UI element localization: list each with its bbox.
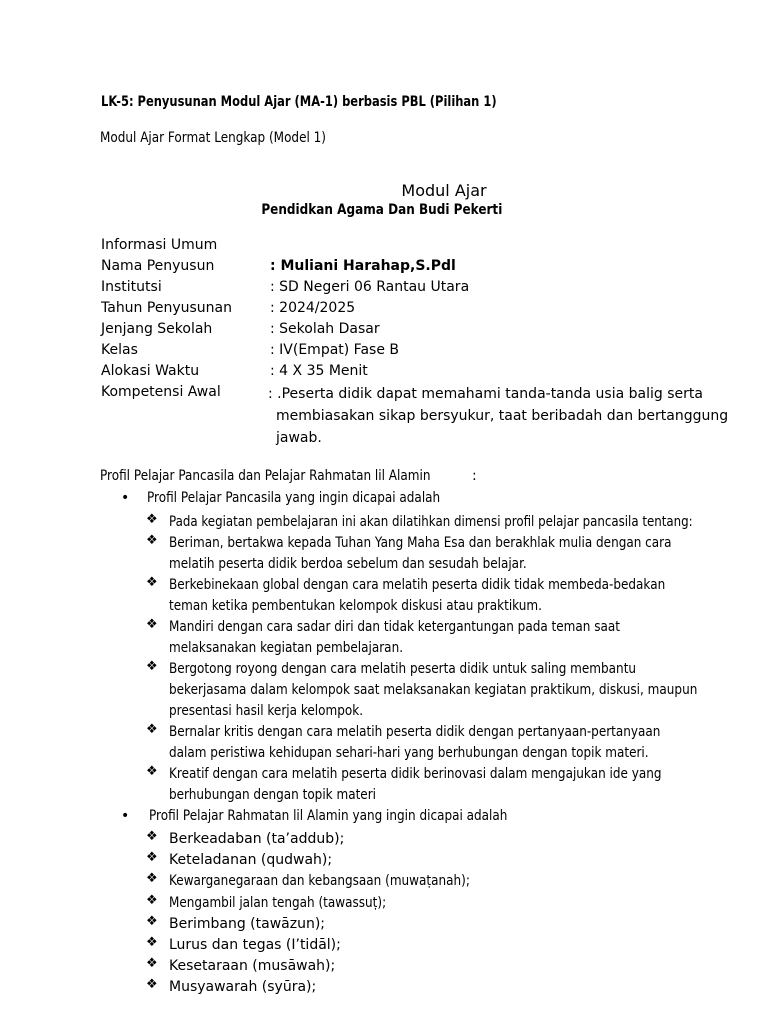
kompetensi-line: : .Peserta didik dapat memahami tanda-tanda usia balig serta: [268, 386, 703, 402]
bullet-icon: •: [121, 808, 130, 824]
diamond-bullet-icon: ❖: [146, 764, 158, 779]
diamond-bullet-icon: ❖: [146, 575, 158, 590]
list-item-line: presentasi hasil kerja kelompok.: [169, 703, 364, 719]
info-value: : Muliani Harahap,S.Pdl: [270, 258, 456, 274]
kompetensi-line: jawab.: [276, 430, 322, 446]
list-item-line: Beriman, bertakwa kepada Tuhan Yang Maha Esa dan berakhlak mulia dengan cara: [169, 535, 672, 551]
list-item-line: Bernalar kritis dengan cara melatih peserta didik dengan pertanyaan-pertanyaan: [169, 724, 661, 740]
pancasila-label: Profil Pelajar Pancasila yang ingin dicapai adalah: [147, 490, 441, 506]
list-item-line: Berimbang (tawāzun);: [169, 916, 326, 932]
list-item-line: Kreatif dengan cara melatih peserta didik berinovasi dalam mengajukan ide yang: [169, 766, 662, 782]
list-item-line: Musyawarah (syūra);: [169, 979, 317, 995]
list-item-line: dalam peristiwa kehidupan sehari-hari yang berhubungan dengan topik materi.: [169, 745, 649, 761]
diamond-bullet-icon: ❖: [146, 956, 158, 971]
profil-colon: :: [472, 468, 477, 484]
list-item-line: teman ketika pembentukan kelompok diskusi atau praktikum.: [169, 598, 542, 614]
diamond-bullet-icon: ❖: [146, 850, 158, 865]
diamond-bullet-icon: ❖: [146, 935, 158, 950]
info-label: Institutsi: [101, 279, 162, 295]
info-label: Nama Penyusun: [101, 258, 215, 274]
info-label: Kelas: [101, 342, 138, 358]
list-item-line: Keteladanan (qudwah);: [169, 852, 333, 868]
list-item-line: Berkebinekaan global dengan cara melatih peserta didik tidak membeda-bedakan: [169, 577, 666, 593]
list-item-line: melatih peserta didik berdoa sebelum dan sesudah belajar.: [169, 556, 527, 572]
list-item-line: bekerjasama dalam kelompok saat melaksanakan kegiatan praktikum, diskusi, maupun: [169, 682, 698, 698]
diamond-bullet-icon: ❖: [146, 914, 158, 929]
info-value: : 2024/2025: [270, 300, 356, 316]
info-value: : Sekolah Dasar: [270, 321, 380, 337]
list-item-line: Mandiri dengan cara sadar diri dan tidak ketergantungan pada teman saat: [169, 619, 620, 635]
diamond-bullet-icon: ❖: [146, 533, 158, 548]
diamond-bullet-icon: ❖: [146, 871, 158, 886]
module-title: Modul Ajar: [401, 181, 487, 200]
list-item-line: Mengambil jalan tengah (tawassuṭ);: [169, 895, 387, 911]
worksheet-title: LK-5: Penyusunan Modul Ajar (MA-1) berbasis PBL (Pilihan 1): [101, 94, 497, 110]
list-item-line: Lurus dan tegas (I’tidāl);: [169, 937, 341, 953]
list-item-line: berhubungan dengan topik materi: [169, 787, 377, 803]
list-item-line: Pada kegiatan pembelajaran ini akan dilatihkan dimensi profil pelajar pancasila tentang:: [169, 514, 693, 530]
info-label: Jenjang Sekolah: [101, 321, 213, 337]
info-value: : IV(Empat) Fase B: [270, 342, 399, 358]
diamond-bullet-icon: ❖: [146, 977, 158, 992]
diamond-bullet-icon: ❖: [146, 829, 158, 844]
info-heading: Informasi Umum: [101, 237, 218, 253]
list-item-line: Kesetaraan (musāwah);: [169, 958, 336, 974]
list-item-line: melaksanakan kegiatan pembelajaran.: [169, 640, 404, 656]
kompetensi-line: membiasakan sikap bersyukur, taat beribadah dan bertanggung: [276, 408, 729, 424]
info-label: Tahun Penyusunan: [101, 300, 232, 316]
diamond-bullet-icon: ❖: [146, 722, 158, 737]
info-value: : SD Negeri 06 Rantau Utara: [270, 279, 470, 295]
diamond-bullet-icon: ❖: [146, 512, 158, 527]
list-item-line: Kewarganegaraan dan kebangsaan (muwaṭanah);: [169, 873, 470, 889]
diamond-bullet-icon: ❖: [146, 617, 158, 632]
module-subject: Pendidkan Agama Dan Budi Pekerti: [261, 202, 503, 218]
info-label: Kompetensi Awal: [101, 384, 221, 400]
format-title: Modul Ajar Format Lengkap (Model 1): [100, 130, 327, 146]
list-item-line: Berkeadaban (ta’addub);: [169, 831, 345, 847]
kompetensi-awal-value: [268, 383, 728, 449]
rahmatan-label: Profil Pelajar Rahmatan lil Alamin yang ingin dicapai adalah: [149, 808, 508, 824]
diamond-bullet-icon: ❖: [146, 893, 158, 908]
list-item-line: Bergotong royong dengan cara melatih peserta didik untuk saling membantu: [169, 661, 637, 677]
profil-heading: Profil Pelajar Pancasila dan Pelajar Rahmatan lil Alamin: [100, 468, 431, 484]
diamond-bullet-icon: ❖: [146, 659, 158, 674]
info-label: Alokasi Waktu: [101, 363, 200, 379]
bullet-icon: •: [121, 490, 130, 506]
info-value: : 4 X 35 Menit: [270, 363, 368, 379]
